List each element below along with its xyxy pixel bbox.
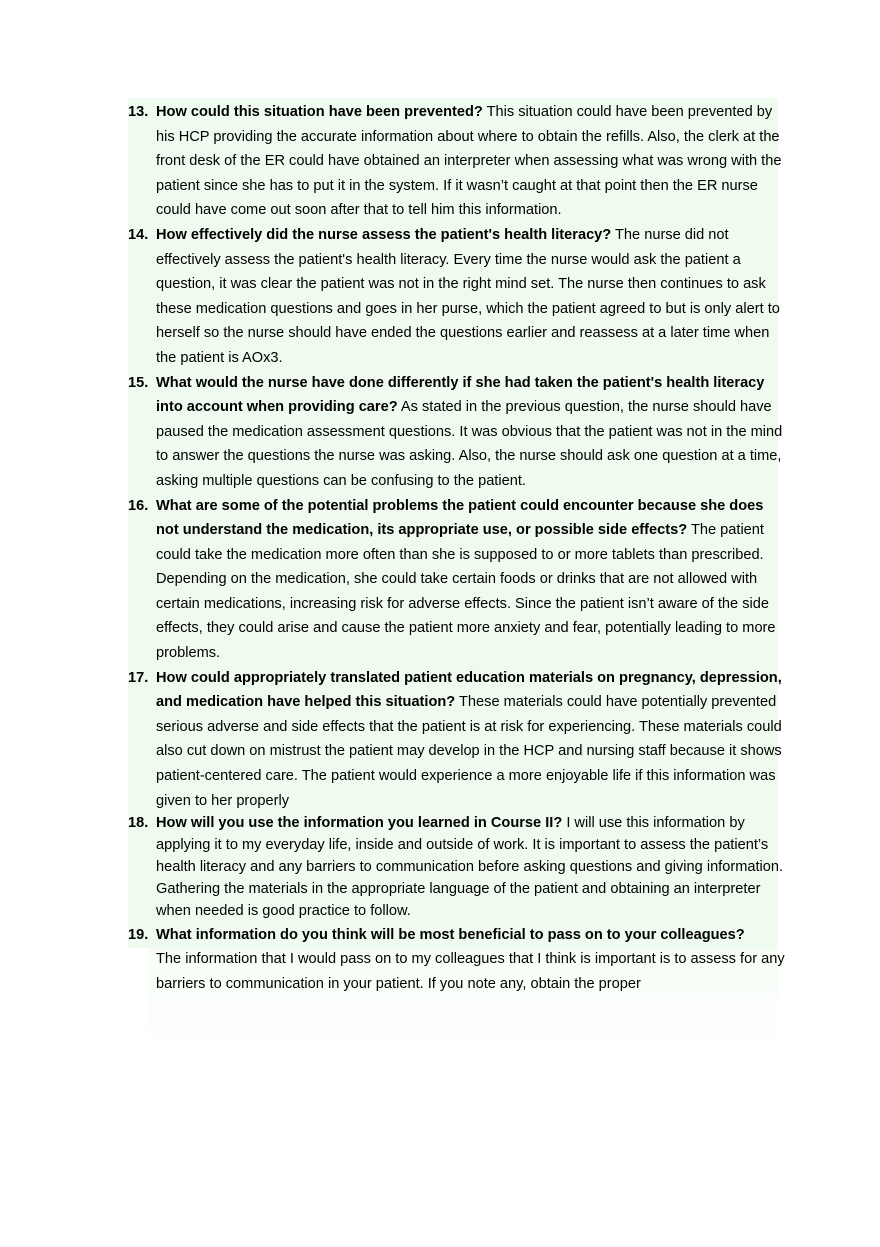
question-number: 14. [128,226,149,243]
answer-text: This situation could have been prevented by his HCP providing the accurate information about where to obtain the refills. Also, the clerk at the front desk of the ER could have obtained an interpreter when assessing what was wrong with the patient since she has to put it in the system. If it wasn’t caught at that point then the ER nurse could have come out soon after that to tell him this information. [156,104,782,219]
question-item-17 [128,666,788,814]
question-item-15 [128,371,788,494]
answer-text: The patient could take the medication more often than she is supposed to or more tablets than prescribed. Depending on the medication, she could take certain foods or drinks that are not allowed with certain medications, increasing risk for adverse effects. Since the patient isn’t aware of the side effects, they could arise and cause the patient more anxiety and fear, potentially leading to more problems. [156,522,776,662]
question-item-14 [128,223,788,371]
question-text: What information do you think will be most beneficial to pass on to your colleagues? [156,926,745,943]
question-item-18 [128,813,788,923]
question-text: How effectively did the nurse assess the patient's health literacy? [156,226,612,243]
question-number: 17. [128,669,149,686]
question-item-13 [128,100,788,223]
answer-text: The information that I would pass on to my colleagues that I think is important is to assess for any barriers to communication in your patient. If you note any, obtain the proper [156,951,785,992]
question-number: 19. [128,926,149,943]
answer-text: The nurse did not effectively assess the patient's health literacy. Every time the nurse would ask the patient a question, it was clear the patient was not in the right mind set. The nurse then continues to ask these medication questions and goes in her purse, which the patient agreed to but is only alert to herself so the nurse should have ended the questions earlier and reassess at a later time when the patient is AOx3. [156,226,780,366]
question-text: How could this situation have been prevented? [156,104,483,120]
question-list [128,100,788,997]
question-text: How will you use the information you learned in Course II? [156,815,563,832]
answer-text: As stated in the previous question, the nurse should have paused the medication assessment questions. It was obvious that the patient was not in the mind to answer the questions the nurse was asking. Also, the nurse should ask one question at a time, asking multiple questions can be confusing to the patient. [156,399,783,489]
question-number: 13. [128,104,149,120]
question-item-19 [128,923,788,997]
answer-text: I will use this information by applying it to my everyday life, inside and outside of work. It is important to assess the patient’s health literacy and any barriers to communication before asking questions and giving information. Gathering the materials in the appropriate language of the patient and obtaining an interpreter when needed is good practice to follow. [156,815,784,919]
answer-text: These materials could have potentially prevented serious adverse and side effects that the patient is at risk for experiencing. These materials could also cut down on mistrust the patient may develop in the HCP and nursing staff because it shows patient-centered care. The patient would experience a more enjoyable life if this information was given to her properly [156,694,782,809]
question-item-16 [128,494,788,666]
question-number: 16. [128,497,149,514]
question-text: What would the nurse have done differently if she had taken the patient's health literacy into account when providing care? [156,374,765,416]
question-number: 15. [128,374,149,391]
question-number: 18. [128,815,149,832]
question-text: How could appropriately translated patient education materials on pregnancy, depression, and medication have helped this situation? [156,669,782,711]
question-text: What are some of the potential problems the patient could encounter because she does not understand the medication, its appropriate use, or possible side effects? [156,497,764,539]
